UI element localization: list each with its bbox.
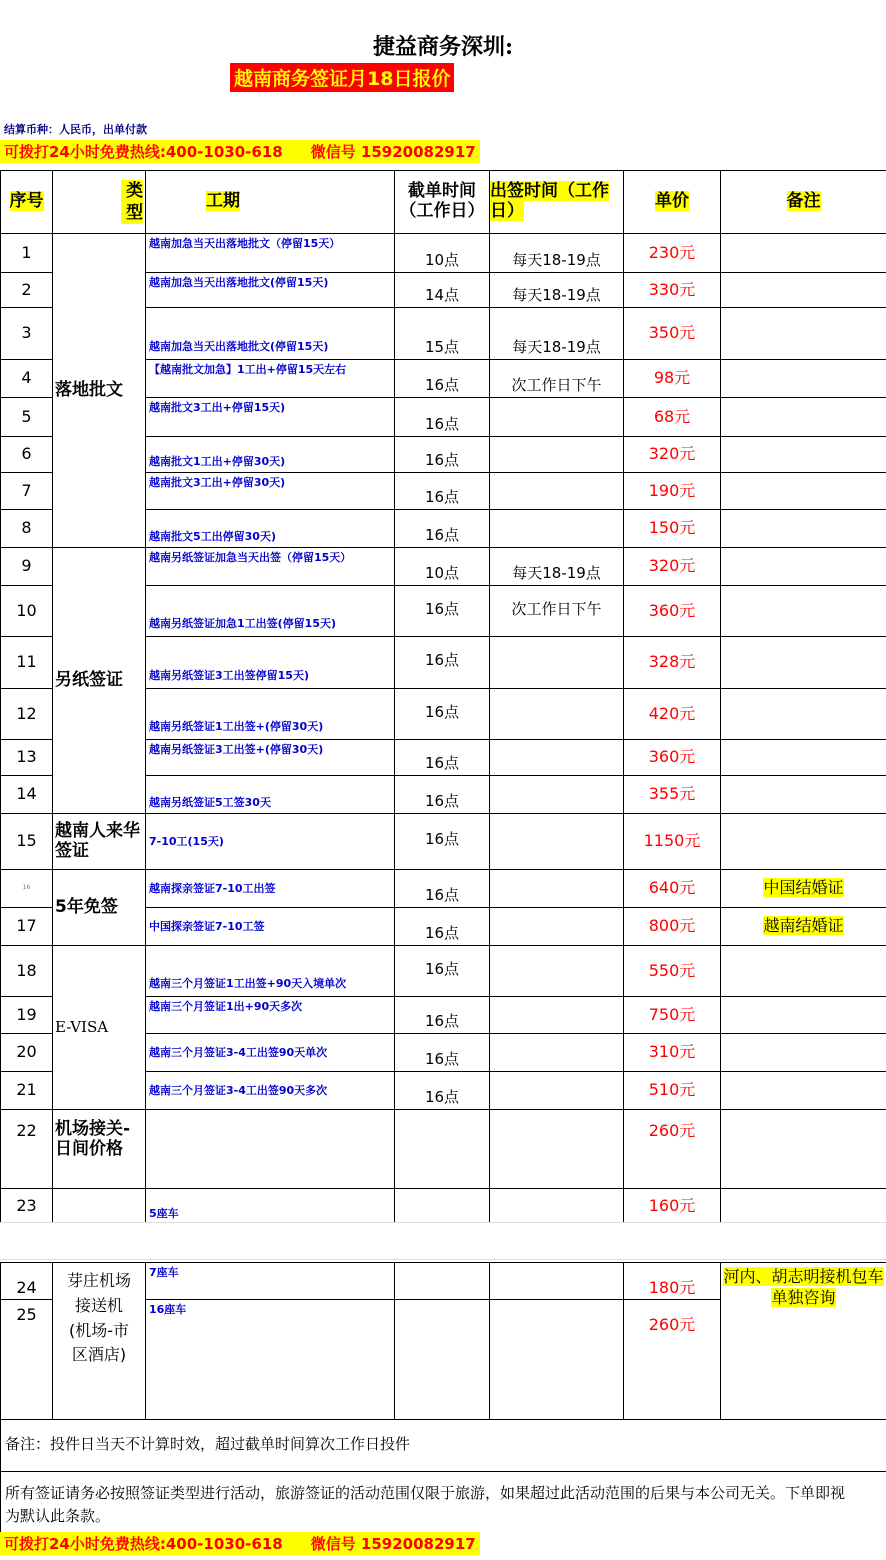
row-cutoff [395,1110,490,1189]
table-row [1,1189,886,1225]
row-price: 420元 [624,689,721,740]
row-price: 260元 [624,1110,721,1189]
row-note: 河内、胡志明接机包车单独咨询 [721,1263,886,1420]
footer-wechat-text: 微信号 15920082917 [310,1535,476,1553]
row-price: 310元 [624,1034,721,1072]
page-title: 捷益商务深圳: [372,34,514,60]
row-issue [490,1110,624,1189]
row-no: 21 [1,1072,53,1110]
row-issue [490,473,624,510]
row-note [721,234,886,273]
row-desc: 越南另纸签证1工出签+(停留30天) [146,689,395,740]
row-no: 23 [1,1189,53,1225]
row-no: 18 [1,946,53,997]
row-cutoff: 10点 [395,234,490,273]
footer-hotline-banner [0,1532,480,1555]
table-row [1,1110,886,1189]
row-no: 16 [1,870,53,908]
row-price: 360元 [624,586,721,637]
row-note [721,1034,886,1072]
quote-subtitle: 越南商务签证月18日报价 [230,63,454,92]
row-issue: 每天18-19点 [490,548,624,586]
row-price: 68元 [624,398,721,437]
remark-text: 备注：投件日当天不计算时效，超过截单时间算次工作日投件 [1,1420,886,1472]
row-price: 230元 [624,234,721,273]
row-price: 98元 [624,360,721,398]
table-row [1,1263,886,1300]
row-no: 6 [1,437,53,473]
row-price: 180元 [624,1263,721,1300]
hotline-text: 可拨打24小时免费热线:400-1030-618 [4,143,283,161]
table-header-row [1,171,886,234]
row-note [721,437,886,473]
row-note: 越南结婚证 [721,908,886,946]
row-issue [490,398,624,437]
hotline-banner [0,140,480,163]
row-note [721,637,886,689]
row-cutoff [395,1300,490,1420]
row-price: 328元 [624,637,721,689]
row-cutoff: 16点 [395,689,490,740]
footer-hotline-text: 可拨打24小时免费热线:400-1030-618 [4,1535,283,1553]
row-cutoff: 10点 [395,548,490,586]
category-separate-paper-visa: 另纸签证 [53,548,146,814]
category-five-year-exemption: 5年免签 [53,870,146,946]
row-note [721,473,886,510]
table-row [1,870,886,908]
row-note [721,398,886,437]
row-no: 25 [1,1300,53,1420]
row-price: 190元 [624,473,721,510]
row-price: 330元 [624,273,721,308]
row-desc: 越南加急当天出落地批文（停留15天） [146,234,395,273]
row-cutoff: 16点 [395,586,490,637]
row-price: 260元 [624,1300,721,1420]
col-period-header: 工期 [146,171,395,234]
row-price: 640元 [624,870,721,908]
row-no: 12 [1,689,53,740]
page-break [0,1222,886,1260]
row-cutoff: 16点 [395,637,490,689]
row-desc: 越南另纸签证3工出签+(停留30天) [146,740,395,776]
row-desc: 越南另纸签证加急当天出签（停留15天） [146,548,395,586]
row-issue [490,1034,624,1072]
row-price: 350元 [624,308,721,360]
row-cutoff: 14点 [395,273,490,308]
row-price: 320元 [624,548,721,586]
row-note [721,273,886,308]
row-price: 355元 [624,776,721,814]
row-price: 550元 [624,946,721,997]
row-price: 510元 [624,1072,721,1110]
row-desc: 越南另纸签证5工签30天 [146,776,395,814]
row-price: 800元 [624,908,721,946]
row-note [721,586,886,637]
row-desc: 越南三个月签证1出+90天多次 [146,997,395,1034]
row-issue [490,740,624,776]
row-cutoff: 16点 [395,437,490,473]
row-issue [490,1072,624,1110]
row-no: 15 [1,814,53,870]
row-note [721,548,886,586]
row-issue [490,1300,624,1420]
row-price: 1150元 [624,814,721,870]
category-airport-pickup: 机场接关-日间价格 [53,1110,146,1189]
row-desc: 越南批文5工出停留30天) [146,510,395,548]
row-cutoff: 16点 [395,360,490,398]
row-no: 10 [1,586,53,637]
row-desc: 越南探亲签证7-10工出签 [146,870,395,908]
row-note [721,689,886,740]
row-no: 9 [1,548,53,586]
row-desc: 越南另纸签证加急1工出签(停留15天) [146,586,395,637]
price-table-continued [0,1262,886,1532]
row-cutoff: 16点 [395,814,490,870]
row-issue [490,1263,624,1300]
table-row [1,234,886,273]
col-price-header: 单价 [624,171,721,234]
row-category-empty [53,1189,146,1225]
row-issue [490,637,624,689]
row-note [721,814,886,870]
row-no: 24 [1,1263,53,1300]
row-issue: 次工作日下午 [490,586,624,637]
row-cutoff: 16点 [395,398,490,437]
row-desc: 越南三个月签证1工出签+90天入境单次 [146,946,395,997]
row-note [721,1189,886,1225]
row-issue [490,997,624,1034]
row-desc: 越南批文1工出+停留30天) [146,437,395,473]
row-issue [490,908,624,946]
row-note [721,740,886,776]
col-type-header: 类型 [53,171,146,234]
row-issue [490,689,624,740]
row-issue [490,1189,624,1225]
row-note [721,308,886,360]
row-note [721,946,886,997]
row-no: 5 [1,398,53,437]
row-no: 8 [1,510,53,548]
row-cutoff: 16点 [395,1034,490,1072]
col-cutoff-header: 截单时间（工作日） [395,171,490,234]
row-price: 320元 [624,437,721,473]
row-issue [490,776,624,814]
row-issue [490,510,624,548]
col-note-header: 备注 [721,171,886,234]
row-desc: 5座车 [146,1189,395,1225]
row-desc: 【越南批文加急】1工出+停留15天左右 [146,360,395,398]
row-cutoff [395,1263,490,1300]
row-desc: 越南三个月签证3-4工出签90天单次 [146,1034,395,1072]
row-desc: 越南三个月签证3-4工出签90天多次 [146,1072,395,1110]
row-note [721,997,886,1034]
disclaimer-text: 所有签证请务必按照签证类型进行活动，旅游签证的活动范围仅限于旅游，如果超过此活动范围的后果与本公司无关。下单即视为默认此条款。 [1,1472,886,1532]
row-cutoff: 16点 [395,1072,490,1110]
row-no: 17 [1,908,53,946]
row-no: 19 [1,997,53,1034]
row-note: 中国结婚证 [721,870,886,908]
row-cutoff [395,1189,490,1225]
row-issue [490,814,624,870]
row-issue [490,946,624,997]
col-no-header: 序号 [1,171,53,234]
row-cutoff: 16点 [395,740,490,776]
remark-row [1,1420,886,1472]
row-issue [490,437,624,473]
category-e-visa: E-VISA [53,946,146,1110]
row-price: 150元 [624,510,721,548]
row-no: 13 [1,740,53,776]
row-note [721,1072,886,1110]
row-desc: 越南批文3工出+停留15天) [146,398,395,437]
price-table [0,170,886,1225]
row-price: 360元 [624,740,721,776]
row-desc: 越南加急当天出落地批文(停留15天) [146,273,395,308]
row-issue: 每天18-19点 [490,234,624,273]
disclaimer-row [1,1472,886,1532]
row-cutoff: 15点 [395,308,490,360]
row-cutoff: 16点 [395,870,490,908]
row-desc [146,1110,395,1189]
category-landing-approval: 落地批文 [53,234,146,548]
row-price: 750元 [624,997,721,1034]
table-row [1,946,886,997]
row-desc: 越南加急当天出落地批文(停留15天) [146,308,395,360]
row-no: 2 [1,273,53,308]
row-cutoff: 16点 [395,510,490,548]
table-row [1,814,886,870]
row-no: 3 [1,308,53,360]
row-issue: 每天18-19点 [490,308,624,360]
category-nha-trang-airport-transfer: 芽庄机场接送机(机场-市区酒店) [53,1263,146,1420]
row-no: 22 [1,1110,53,1189]
row-desc: 7-10工(15天) [146,814,395,870]
row-no: 11 [1,637,53,689]
row-desc: 中国探亲签证7-10工签 [146,908,395,946]
row-cutoff: 16点 [395,473,490,510]
row-no: 7 [1,473,53,510]
row-cutoff: 16点 [395,997,490,1034]
row-desc: 越南另纸签证3工出签停留15天) [146,637,395,689]
row-note [721,1110,886,1189]
table-row [1,548,886,586]
wechat-text: 微信号 15920082917 [310,143,476,161]
row-desc: 7座车 [146,1263,395,1300]
row-note [721,360,886,398]
row-cutoff: 16点 [395,776,490,814]
row-issue: 每天18-19点 [490,273,624,308]
row-note [721,776,886,814]
row-issue [490,870,624,908]
col-issue-header: 出签时间（工作日） [490,171,624,234]
row-issue: 次工作日下午 [490,360,624,398]
row-desc: 16座车 [146,1300,395,1420]
row-cutoff: 16点 [395,908,490,946]
row-desc: 越南批文3工出+停留30天) [146,473,395,510]
row-price: 160元 [624,1189,721,1225]
row-no: 4 [1,360,53,398]
row-cutoff: 16点 [395,946,490,997]
settlement-info: 结算币种：人民币，出单付款 [4,123,147,136]
row-no: 14 [1,776,53,814]
row-note [721,510,886,548]
category-vietnamese-to-china-visa: 越南人来华签证 [53,814,146,870]
row-no: 1 [1,234,53,273]
row-no: 20 [1,1034,53,1072]
